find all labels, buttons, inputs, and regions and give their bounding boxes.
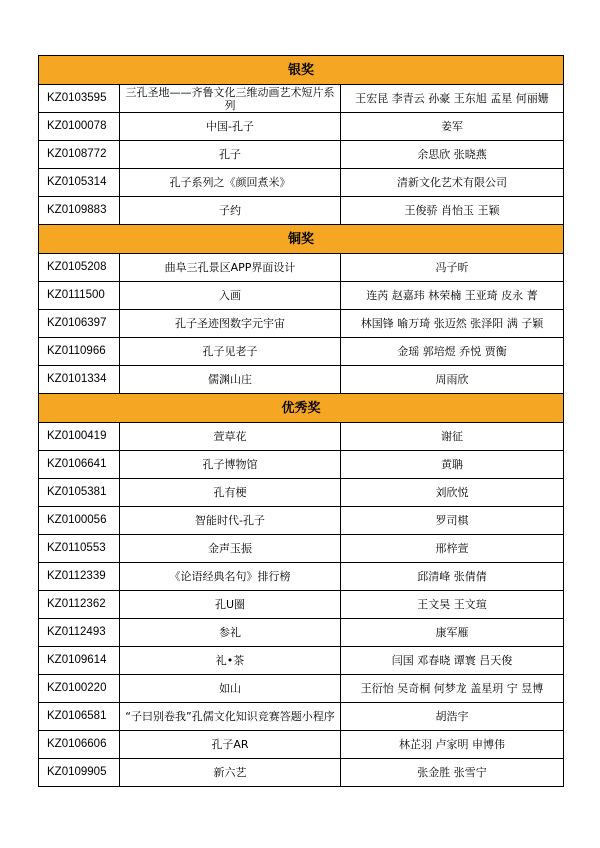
entry-code-cell: KZ0110966	[39, 338, 120, 366]
table-row	[39, 479, 564, 507]
table-row	[39, 310, 564, 338]
awards-table	[38, 55, 564, 787]
authors-cell: 康军雁	[341, 619, 564, 647]
authors-cell: 姜军	[341, 113, 564, 141]
work-title-cell: 如山	[120, 675, 341, 703]
work-title-cell: 金声玉振	[120, 535, 341, 563]
table-row	[39, 423, 564, 451]
authors-cell: 王衍怡 吴奇桐 何梦龙 盖星玥 宁 昱博	[341, 675, 564, 703]
work-title-cell: 孔子见老子	[120, 338, 341, 366]
entry-code-cell: KZ0106397	[39, 310, 120, 338]
table-row	[39, 535, 564, 563]
entry-code-cell: KZ0100056	[39, 507, 120, 535]
authors-cell: 闫国 邓春晓 谭寰 吕天俊	[341, 647, 564, 675]
work-title-cell: 子约	[120, 197, 341, 225]
entry-code-cell: KZ0111500	[39, 282, 120, 310]
entry-code-cell: KZ0112362	[39, 591, 120, 619]
authors-cell: 黄聃	[341, 451, 564, 479]
section-title: 铜奖	[39, 225, 564, 254]
entry-code-cell: KZ0103595	[39, 85, 120, 113]
section-title: 银奖	[39, 56, 564, 85]
work-title-cell: 孔子AR	[120, 731, 341, 759]
entry-code-cell: KZ0105208	[39, 254, 120, 282]
entry-code-cell: KZ0108772	[39, 141, 120, 169]
table-row	[39, 451, 564, 479]
table-row	[39, 647, 564, 675]
work-title-cell: 入画	[120, 282, 341, 310]
section-title: 优秀奖	[39, 394, 564, 423]
entry-code-cell: KZ0100419	[39, 423, 120, 451]
table-row	[39, 366, 564, 394]
entry-code-cell: KZ0109905	[39, 759, 120, 787]
work-title-cell: 孔子圣迹图数字元宇宙	[120, 310, 341, 338]
work-title-cell: 儒渊山庄	[120, 366, 341, 394]
work-title-cell: 萱草花	[120, 423, 341, 451]
table-row	[39, 169, 564, 197]
table-row	[39, 759, 564, 787]
table-row	[39, 141, 564, 169]
work-title-cell: 三孔圣地——齐鲁文化三维动画艺术短片系列	[120, 85, 341, 113]
entry-code-cell: KZ0100220	[39, 675, 120, 703]
authors-cell: 林芷羽 卢家明 申博伟	[341, 731, 564, 759]
entry-code-cell: KZ0106606	[39, 731, 120, 759]
table-row	[39, 619, 564, 647]
work-title-cell: 参礼	[120, 619, 341, 647]
authors-cell: 邱清峰 张倩倩	[341, 563, 564, 591]
table-row	[39, 197, 564, 225]
work-title-cell: 孔子系列之《颜回煮米》	[120, 169, 341, 197]
entry-code-cell: KZ0110553	[39, 535, 120, 563]
table-row	[39, 703, 564, 731]
work-title-cell: 孔子	[120, 141, 341, 169]
work-title-cell: 中国-孔子	[120, 113, 341, 141]
authors-cell: 金瑶 郭培煜 乔悦 贾衡	[341, 338, 564, 366]
table-row	[39, 731, 564, 759]
entry-code-cell: KZ0106641	[39, 451, 120, 479]
entry-code-cell: KZ0101334	[39, 366, 120, 394]
awards-table-body	[39, 56, 564, 787]
work-title-cell: 智能时代-孔子	[120, 507, 341, 535]
work-title-cell: 孔有梗	[120, 479, 341, 507]
table-row	[39, 591, 564, 619]
entry-code-cell: KZ0112493	[39, 619, 120, 647]
section-header	[39, 56, 564, 85]
work-title-cell: 孔U圈	[120, 591, 341, 619]
authors-cell: 清新文化艺术有限公司	[341, 169, 564, 197]
work-title-cell: 曲阜三孔景区APP界面设计	[120, 254, 341, 282]
entry-code-cell: KZ0106581	[39, 703, 120, 731]
authors-cell: 林国锋 喻万琦 张迈然 张泽阳 满 子颖	[341, 310, 564, 338]
authors-cell: 谢征	[341, 423, 564, 451]
table-row	[39, 563, 564, 591]
authors-cell: 邢梓萱	[341, 535, 564, 563]
table-row	[39, 507, 564, 535]
authors-cell: 连芮 赵嘉玮 林荣楠 王亚琦 皮永 菁	[341, 282, 564, 310]
authors-cell: 冯子昕	[341, 254, 564, 282]
authors-cell: 刘欣悦	[341, 479, 564, 507]
entry-code-cell: KZ0100078	[39, 113, 120, 141]
authors-cell: 王文昊 王文瑄	[341, 591, 564, 619]
table-row	[39, 113, 564, 141]
authors-cell: 周雨欣	[341, 366, 564, 394]
table-row	[39, 282, 564, 310]
authors-cell: 王俊骄 肖怡玉 王颖	[341, 197, 564, 225]
work-title-cell: 《论语经典名句》排行榜	[120, 563, 341, 591]
authors-cell: 胡浩宇	[341, 703, 564, 731]
authors-cell: 王宏昆 李青云 孙豪 王东旭 孟星 何丽姗	[341, 85, 564, 113]
table-row	[39, 675, 564, 703]
section-header	[39, 394, 564, 423]
entry-code-cell: KZ0105381	[39, 479, 120, 507]
work-title-cell: “子曰别卷我”孔儒文化知识竞赛答题小程序	[120, 703, 341, 731]
entry-code-cell: KZ0109614	[39, 647, 120, 675]
work-title-cell: 礼•茶	[120, 647, 341, 675]
table-row	[39, 254, 564, 282]
table-row	[39, 338, 564, 366]
entry-code-cell: KZ0105314	[39, 169, 120, 197]
section-header	[39, 225, 564, 254]
work-title-cell: 孔子博物馆	[120, 451, 341, 479]
authors-cell: 罗司棋	[341, 507, 564, 535]
authors-cell: 余思欣 张晓燕	[341, 141, 564, 169]
authors-cell: 张金胜 张雪宁	[341, 759, 564, 787]
work-title-cell: 新六艺	[120, 759, 341, 787]
entry-code-cell: KZ0112339	[39, 563, 120, 591]
table-row	[39, 85, 564, 113]
entry-code-cell: KZ0109883	[39, 197, 120, 225]
